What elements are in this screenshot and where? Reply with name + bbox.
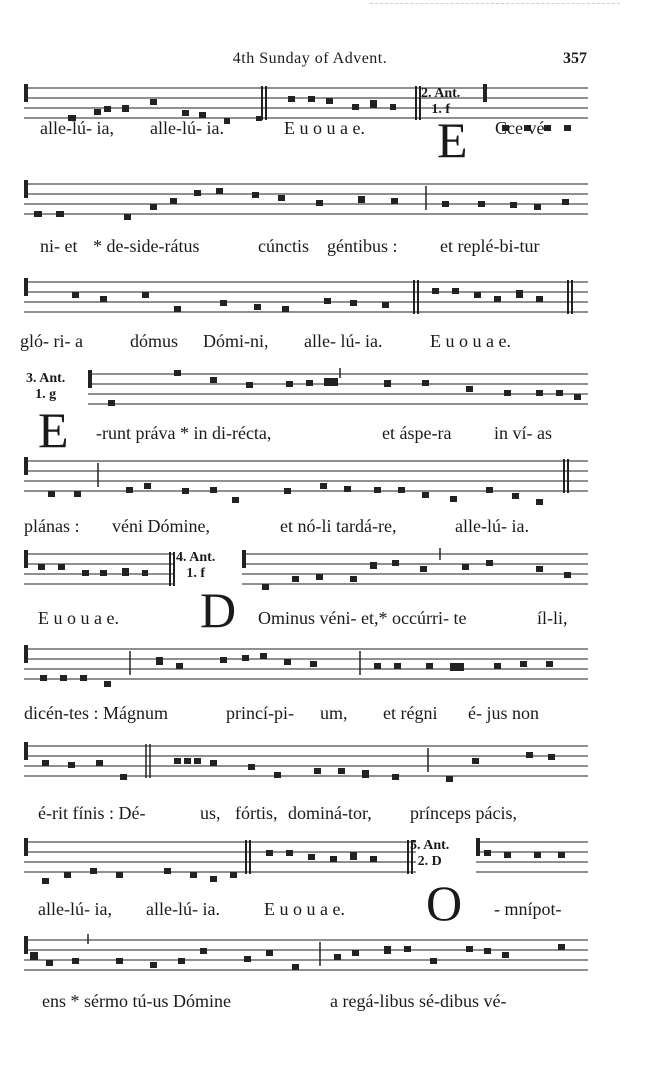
lyric: et régni <box>383 703 438 723</box>
lyric: véni Dómine, <box>112 516 210 536</box>
lyric: E u o u a e. <box>38 608 119 628</box>
initial-letter: E <box>437 112 468 168</box>
music-staff <box>24 548 588 588</box>
lyric: a regá-libus sé-dibus vé- <box>330 991 507 1011</box>
music-staff <box>24 276 588 316</box>
initial-letter: D <box>200 582 237 638</box>
music-staff <box>24 455 588 495</box>
lyric: um, <box>320 703 348 723</box>
page-title: 4th Sunday of Advent. <box>232 50 388 67</box>
antiphon-number: 5. Ant. <box>410 838 450 853</box>
lyric: íl-li, <box>537 608 568 628</box>
lyric: et replé-bi-tur <box>440 236 540 256</box>
lyric: alle-lú- ia. <box>150 118 224 138</box>
antiphon-mode: 1. g <box>35 387 57 402</box>
music-staff <box>24 836 588 876</box>
lyric: E u o u a e. <box>264 899 345 919</box>
lyric: us, <box>200 803 221 823</box>
lyric: plánas : <box>24 516 80 536</box>
music-staff <box>24 368 588 408</box>
antiphon-number: 3. Ant. <box>26 371 66 386</box>
lyric: -runt práva * in di-récta, <box>96 423 272 443</box>
lyric: géntibus : <box>327 236 398 256</box>
music-staff <box>24 934 588 974</box>
antiphon-mode: 2. D <box>417 854 442 869</box>
music-staff <box>24 178 588 218</box>
lyric: ni- et <box>40 236 78 256</box>
lyric: ens * sérmo tú-us Dómine <box>42 991 231 1011</box>
page-number: 357 <box>563 50 587 67</box>
lyric: Ominus véni- et,* occúrri- te <box>258 608 467 628</box>
antiphon-mode: 1. f <box>186 566 205 581</box>
music-staff <box>24 643 588 683</box>
lyric: - mnípot- <box>494 899 562 919</box>
music-staff <box>24 740 588 780</box>
antiphon-number: 2. Ant. <box>421 86 461 101</box>
antiphon-label <box>410 838 449 870</box>
lyric: alle- lú- ia. <box>304 331 383 351</box>
initial-letter: E <box>38 402 69 458</box>
top-edge-mark <box>370 3 620 4</box>
lyric: Cce vé- <box>495 118 551 138</box>
lyric: princí-pi- <box>226 703 294 723</box>
lyric: alle-lú- ia. <box>146 899 220 919</box>
lyric: gló- ri- a <box>20 331 83 351</box>
lyric: cúnctis <box>258 236 309 256</box>
lyric: E u o u a e. <box>430 331 511 351</box>
lyric: fórtis, <box>235 803 278 823</box>
lyric: E u o u a e. <box>284 118 365 138</box>
antiphon-number: 4. Ant. <box>176 550 216 565</box>
lyric: prínceps pácis, <box>410 803 517 823</box>
antiphon-label <box>176 550 215 582</box>
initial-letter: O <box>426 875 463 931</box>
lyric: * de-side-rátus <box>93 236 200 256</box>
lyric: dicén-tes : Mágnum <box>24 703 168 723</box>
lyric: Dómi-ni, <box>203 331 269 351</box>
lyric: é- jus non <box>468 703 539 723</box>
lyric: dómus <box>130 331 179 351</box>
lyric: alle-lú- ia. <box>455 516 529 536</box>
lyric: é-rit fínis : Dé- <box>38 803 146 823</box>
antiphon-mode: 1. f <box>431 102 450 117</box>
antiphon-label <box>26 371 65 403</box>
lyric: in ví- as <box>494 423 552 443</box>
lyric: alle-lú- ia, <box>38 899 112 919</box>
music-staff <box>24 82 588 122</box>
lyric: et áspe-ra <box>382 423 452 443</box>
lyric: dominá-tor, <box>288 803 372 823</box>
lyric: alle-lú- ia, <box>40 118 114 138</box>
lyric: et nó-li tardá-re, <box>280 516 397 536</box>
